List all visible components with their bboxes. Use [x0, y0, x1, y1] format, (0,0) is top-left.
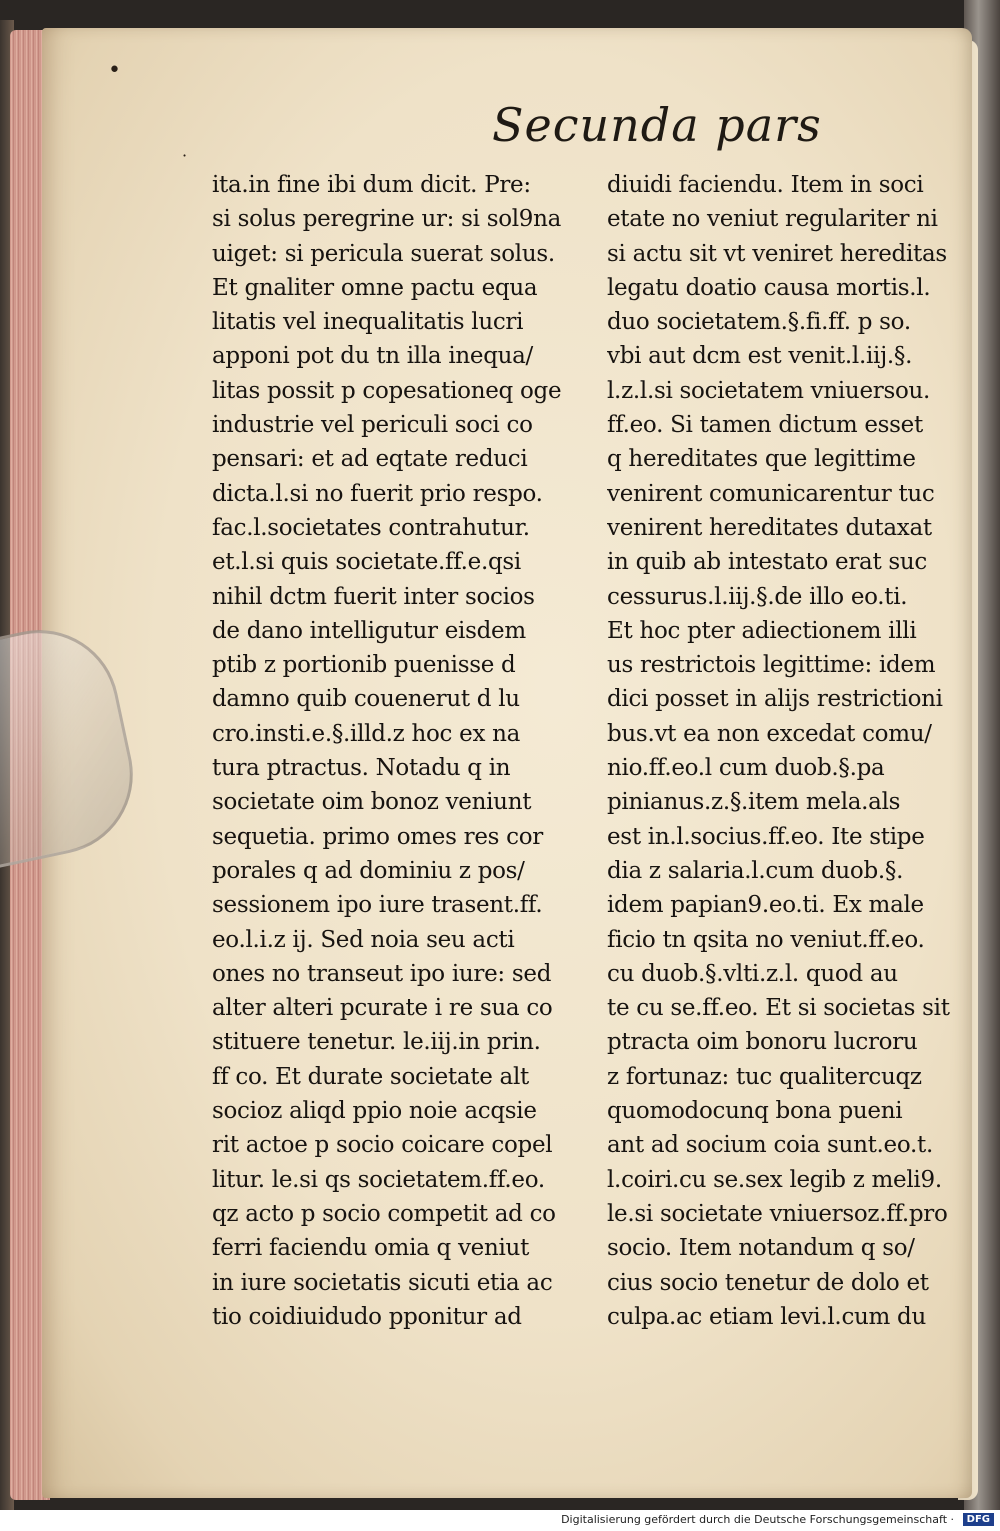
text-line: ant ad socium coia sunt.eo.t.: [607, 1132, 933, 1159]
text-line: quomodocunq bona pueni: [607, 1098, 903, 1125]
text-line: ff.eo. Si tamen dictum esset: [607, 412, 923, 439]
text-line: Et hoc pter adiectionem illi: [607, 617, 917, 644]
text-line: dia z salaria.l.cum duob.§.: [607, 857, 904, 884]
text-line: venirent hereditates dutaxat: [607, 514, 932, 541]
text-line: tura ptractus. Notadu q in: [212, 755, 511, 782]
text-line: nihil dctm fuerit inter socios: [212, 583, 535, 610]
text-line: legatu doatio causa mortis.l.: [607, 274, 931, 301]
text-line: Et gnaliter omne pactu equa: [212, 274, 538, 301]
text-line: idem papian9.eo.ti. Ex male: [607, 892, 924, 919]
text-line: socioz aliqd ppio noie acqsie: [212, 1098, 537, 1125]
text-line: l.coiri.cu se.sex legib z meli9.: [607, 1166, 942, 1193]
text-line: q hereditates que legittime: [607, 446, 916, 473]
text-line: rit actoe p socio coicare copel: [212, 1132, 553, 1159]
text-line: ferri faciendu omia q veniut: [212, 1235, 530, 1262]
text-line: nio.ff.eo.l cum duob.§.pa: [607, 755, 885, 782]
text-line: porales q ad dominiu z pos/: [212, 857, 525, 884]
text-line: est in.l.socius.ff.eo. Ite stipe: [607, 823, 925, 850]
text-line: ptib z portionib puenisse d: [212, 652, 516, 679]
text-line: ones no transeut ipo iure: sed: [212, 960, 552, 987]
text-line: duo societatem.§.fi.ff. p so.: [607, 309, 911, 336]
dfg-logo: DFG: [963, 1513, 994, 1526]
text-line: qz acto p socio competit ad co: [212, 1200, 556, 1227]
text-line: pensari: et ad eqtate reduci: [212, 446, 528, 473]
text-line: culpa.ac etiam levi.l.cum du: [607, 1303, 926, 1330]
text-column-right: [607, 168, 987, 1334]
text-line: litas possit p copesationeq oge: [212, 377, 562, 404]
text-line: sessionem ipo iure trasent.ff.: [212, 892, 543, 919]
text-line: eo.l.i.z ij. Sed noia seu acti: [212, 926, 515, 953]
text-line: damno quib couenerut d lu: [212, 686, 520, 713]
text-line: us restrictois legittime: idem: [607, 652, 936, 679]
text-line: si solus peregrine ur: si sol9na: [212, 206, 562, 233]
text-line: socio. Item notandum q so/: [607, 1235, 915, 1262]
text-line: dici posset in alijs restrictioni: [607, 686, 943, 713]
text-line: fac.l.societates contrahutur.: [212, 514, 530, 541]
ink-speck: ·: [182, 146, 188, 165]
text-line: te cu se.ff.eo. Et si societas sit: [607, 995, 950, 1022]
text-line: cius socio tenetur de dolo et: [607, 1269, 929, 1296]
text-line: in iure societatis sicuti etia ac: [212, 1269, 553, 1296]
text-line: l.z.l.si societatem vniuersou.: [607, 377, 931, 404]
text-line: cessurus.l.iij.§.de illo eo.ti.: [607, 583, 908, 610]
text-line: etate no veniut regulariter ni: [607, 206, 938, 233]
text-line: et.l.si quis societate.ff.e.qsi: [212, 549, 521, 576]
text-line: vbi aut dcm est venit.l.iij.§.: [607, 343, 913, 370]
text-line: ff co. Et durate societate alt: [212, 1063, 529, 1090]
text-line: alter alteri pcurate i re sua co: [212, 995, 553, 1022]
ink-dot: •: [108, 58, 121, 83]
text-line: societate oim bonoz veniunt: [212, 789, 532, 816]
text-line: si actu sit vt veniret hereditas: [607, 240, 947, 267]
text-line: pinianus.z.§.item mela.als: [607, 789, 901, 816]
text-line: in quib ab intestato erat suc: [607, 549, 928, 576]
text-line: uiget: si pericula suerat solus.: [212, 240, 555, 267]
text-line: stituere tenetur. le.iij.in prin.: [212, 1029, 541, 1056]
text-line: litatis vel inequalitatis lucri: [212, 309, 524, 336]
text-line: z fortunaz: tuc qualitercuqz: [607, 1063, 922, 1090]
text-column-left: [212, 168, 592, 1334]
text-line: ficio tn qsita no veniut.ff.eo.: [607, 926, 925, 953]
book-page: [42, 28, 972, 1498]
text-line: litur. le.si qs societatem.ff.eo.: [212, 1166, 545, 1193]
running-head: Secunda pars: [492, 98, 822, 152]
text-line: ptracta oim bonoru lucroru: [607, 1029, 918, 1056]
footer-bar: [0, 1510, 1000, 1531]
text-line: ita.in fine ibi dum dicit. Pre:: [212, 172, 531, 198]
text-line: apponi pot du tn illa inequa/: [212, 343, 533, 370]
text-line: tio coidiuidudo pponitur ad: [212, 1303, 522, 1330]
text-line: cu duob.§.vlti.z.l. quod au: [607, 960, 898, 987]
footer-credit: Digitalisierung gefördert durch die Deutsche Forschungsgemeinschaft ·: [561, 1513, 954, 1526]
text-line: diuidi faciendu. Item in soci: [607, 172, 924, 198]
text-line: de dano intelligutur eisdem: [212, 617, 526, 644]
text-line: venirent comunicarentur tuc: [607, 480, 935, 507]
text-line: le.si societate vniuersoz.ff.pro: [607, 1200, 948, 1227]
text-line: bus.vt ea non excedat comu/: [607, 720, 932, 747]
text-line: sequetia. primo omes res cor: [212, 823, 543, 850]
text-line: cro.insti.e.§.illd.z hoc ex na: [212, 720, 521, 747]
text-line: dicta.l.si no fuerit prio respo.: [212, 480, 543, 507]
text-line: industrie vel periculi soci co: [212, 412, 533, 439]
